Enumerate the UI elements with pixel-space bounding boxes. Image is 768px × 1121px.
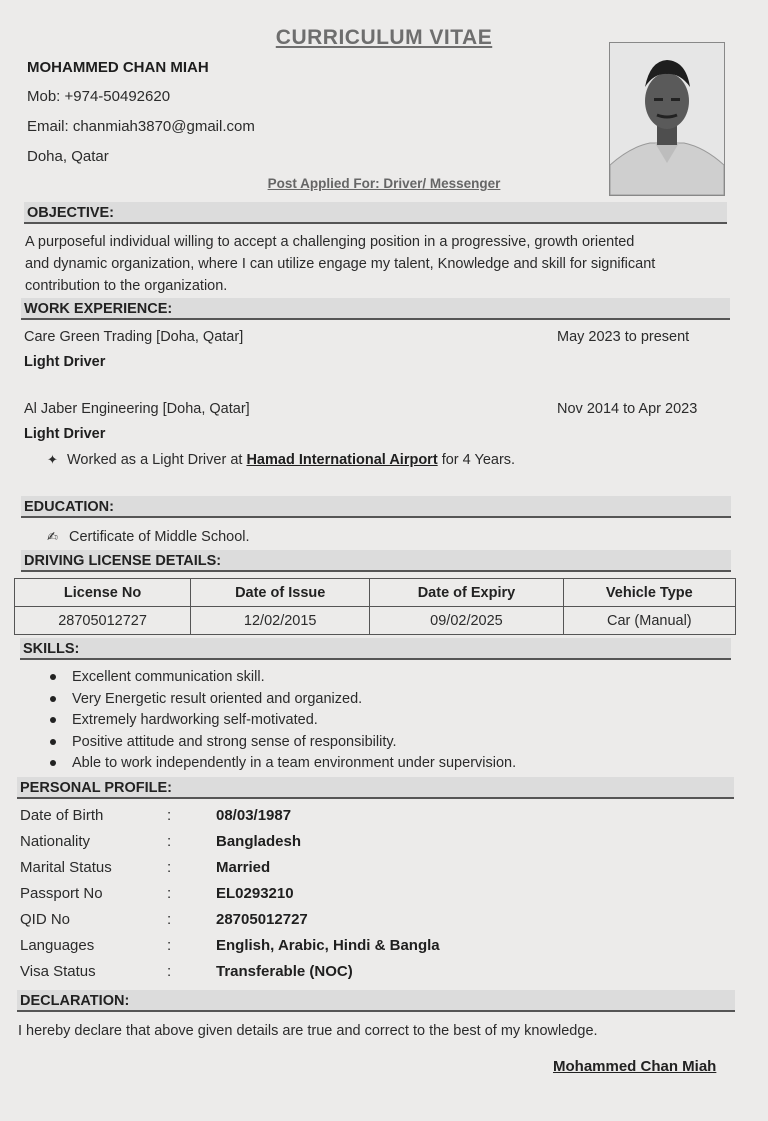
job-detail: ✦ Worked as a Light Driver at Hamad International Airport for 4 Years. [47,449,515,471]
email-address: Email: chanmiah3870@gmail.com [27,118,255,135]
personal-heading: PERSONAL PROFILE: [17,777,734,799]
profile-label: Passport No [20,885,103,902]
skills-list [50,667,516,775]
profile-label: Marital Status [20,859,112,876]
license-col-header: Date of Issue [191,579,370,607]
license-cell: 28705012727 [15,607,191,635]
airport-name: Hamad International Airport [246,452,438,468]
objective-text [25,231,655,297]
profile-value: 28705012727 [216,911,308,928]
work-heading: WORK EXPERIENCE: [21,298,730,320]
education-item: ✍ Certificate of Middle School. [47,526,250,548]
license-col-header: Vehicle Type [563,579,735,607]
profile-label: Languages [20,937,95,954]
profile-value: English, Arabic, Hindi & Bangla [216,937,440,954]
skills-heading: SKILLS: [20,638,731,660]
job-role: Light Driver [24,354,106,370]
profile-value: 08/03/1987 [216,807,292,824]
license-col-header: Date of Expiry [370,579,563,607]
profile-label: QID No [20,911,71,928]
objective-line: contribution to the organization. [25,278,228,294]
skill-item: Excellent communication skill. [50,667,516,689]
job-period: Nov 2014 to Apr 2023 [557,401,698,417]
profile-value: EL0293210 [216,885,294,902]
location: Doha, Qatar [27,148,109,165]
arrow-bullet-icon: ✦ [47,452,58,467]
profile-value: Married [216,859,271,876]
profile-colon: : [167,963,172,980]
bullet-icon [50,717,56,723]
profile-colon: : [167,833,172,850]
signature-name: Mohammed Chan Miah [553,1058,717,1075]
objective-heading: OBJECTIVE: [24,202,727,224]
bullet-icon [50,674,56,680]
post-applied: Post Applied For: Driver/ Messenger [267,176,501,191]
skill-item: Very Energetic result oriented and organized. [50,689,516,711]
bullet-icon [50,739,56,745]
license-row [15,607,736,635]
applicant-name: MOHAMMED CHAN MIAH [27,59,209,76]
profile-colon: : [167,807,172,824]
applicant-photo [609,42,725,196]
profile-label: Nationality [20,833,91,850]
document-title: CURRICULUM VITAE [275,26,493,49]
license-cell: Car (Manual) [563,607,735,635]
license-table [14,578,736,635]
license-heading: DRIVING LICENSE DETAILS: [21,550,731,572]
declaration-text: I hereby declare that above given details are true and correct to the best of my knowledge. [18,1023,598,1039]
objective-line: and dynamic organization, where I can utilize engage my talent, Knowledge and skill for significant [25,256,656,272]
profile-colon: : [167,859,172,876]
profile-colon: : [167,885,172,902]
objective-line: A purposeful individual willing to accept a challenging position in a progressive, growth oriented [25,234,635,250]
education-heading: EDUCATION: [21,496,731,518]
job-role: Light Driver [24,426,106,442]
pencil-icon: ✍ [47,529,58,544]
skill-item: Positive attitude and strong sense of responsibility. [50,732,516,754]
job-period: May 2023 to present [557,329,690,345]
license-cell: 12/02/2015 [191,607,370,635]
profile-colon: : [167,911,172,928]
profile-colon: : [167,937,172,954]
bullet-icon [50,696,56,702]
profile-label: Date of Birth [20,807,104,824]
job-company: Care Green Trading [Doha, Qatar] [24,329,244,345]
declaration-heading: DECLARATION: [17,990,735,1012]
profile-value: Transferable (NOC) [216,963,353,980]
license-col-header: License No [15,579,191,607]
job-company: Al Jaber Engineering [Doha, Qatar] [24,401,250,417]
license-header-row [15,579,736,607]
profile-label: Visa Status [20,963,96,980]
mobile-number: Mob: +974-50492620 [27,88,171,105]
profile-value: Bangladesh [216,833,302,850]
skill-item: Able to work independently in a team environment under supervision. [50,753,516,775]
bullet-icon [50,760,56,766]
license-cell: 09/02/2025 [370,607,563,635]
skill-item: Extremely hardworking self-motivated. [50,710,516,732]
